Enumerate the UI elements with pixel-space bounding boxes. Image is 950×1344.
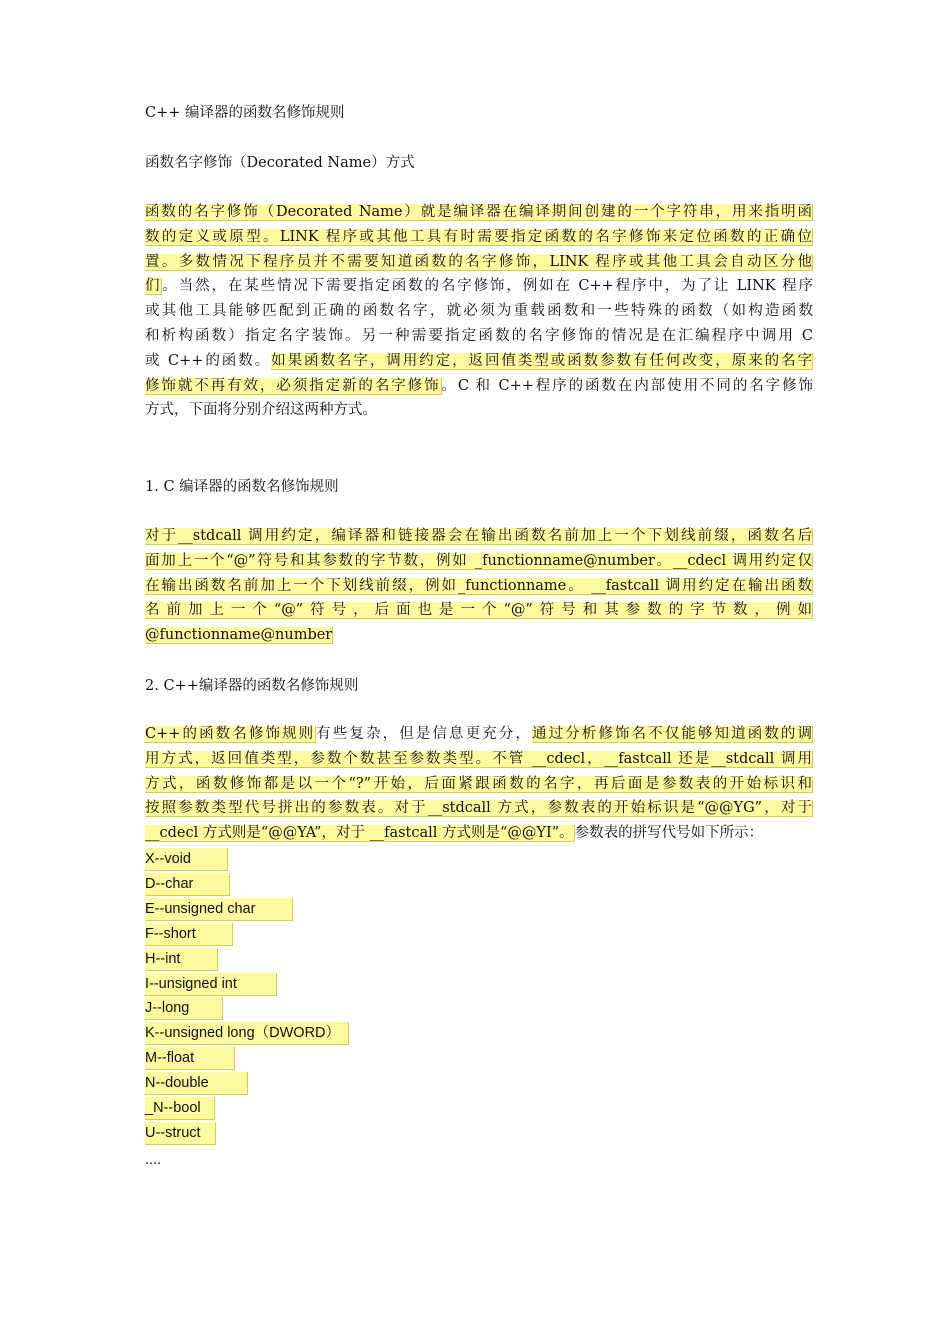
type-code-text: U--struct bbox=[145, 1122, 216, 1145]
paragraph-line bbox=[145, 300, 813, 322]
text-run: 和析构函数）指定名字装饰。另一种需要指定函数的名字修饰的情况是在汇编程序中调用 C bbox=[145, 328, 813, 344]
type-code-item bbox=[145, 948, 218, 970]
type-code-text: M--float bbox=[145, 1047, 235, 1070]
paragraph-line bbox=[145, 599, 813, 621]
type-code-text: _N--bool bbox=[145, 1097, 215, 1120]
highlighted-text: 按照参数类型代号拼出的参数表。对于__stdcall 方式，参数表的开始标识是“@@YG”，对于 bbox=[145, 800, 812, 817]
type-code-text: J--long bbox=[145, 997, 223, 1020]
type-code-item bbox=[145, 973, 277, 995]
type-code-text: K--unsigned long（DWORD） bbox=[145, 1022, 349, 1045]
highlighted-text: 通过分析修饰名不仅能够知道函数的调 bbox=[531, 726, 812, 742]
highlighted-text: 们 bbox=[145, 278, 162, 295]
paragraph-line bbox=[145, 748, 813, 770]
type-code-item bbox=[145, 1122, 216, 1144]
type-code-text: F--short bbox=[145, 923, 233, 946]
paragraph-line bbox=[145, 773, 813, 795]
text-run: 有些复杂，但是信息更充分， bbox=[316, 726, 532, 742]
type-code-text: N--double bbox=[145, 1072, 248, 1095]
type-code-item bbox=[145, 898, 293, 920]
highlighted-text: 函数的名字修饰（Decorated Name）就是编译器在编译期间创建的一个字符串，用来指明函 bbox=[145, 204, 812, 220]
highlighted-text: 名前加上一个“@”符号，后面也是一个“@”符号和其参数的字节数，例如 bbox=[145, 602, 812, 619]
paragraph-line bbox=[145, 797, 813, 819]
text-run: 参数表的拼写代号如下所示： bbox=[574, 825, 764, 842]
text-run: 。C 和 C++程序的函数在内部使用不同的名字修饰 bbox=[441, 377, 813, 394]
highlighted-text: 用方式，返回值类型，参数个数甚至参数类型。不管 __cdecl，__fastcall 还是__stdcall 调用 bbox=[145, 750, 812, 767]
section-heading-decorated-name: 函数名字修饰（Decorated Name）方式 bbox=[145, 155, 415, 171]
paragraph-line bbox=[145, 723, 813, 745]
highlighted-text: 数的定义或原型。LINK 程序或其他工具有时需要指定函数的名字修饰来定位函数的正确位 bbox=[145, 228, 812, 245]
highlighted-text: @functionname@number bbox=[145, 627, 333, 644]
type-code-text: X--void bbox=[145, 848, 228, 871]
paragraph-line bbox=[145, 822, 763, 844]
highlighted-text: 方式，函数修饰都是以一个“?”开始，后面紧跟函数的名字，再后面是参数表的开始标识和 bbox=[145, 775, 812, 792]
type-code-item bbox=[145, 848, 228, 870]
paragraph-line bbox=[145, 399, 377, 421]
paragraph-line bbox=[145, 624, 333, 646]
highlighted-text: 如果函数名字，调用约定，返回值类型或函数参数有任何改变，原来的名字 bbox=[271, 352, 812, 369]
highlighted-text: 在输出函数名前加上一个下划线前缀，例如_functionname。 __fastcall 调用约定在输出函数 bbox=[145, 577, 812, 594]
highlighted-text: 置。多数情况下程序员并不需要知道函数的名字修饰，LINK 程序或其他工具会自动区分他 bbox=[145, 253, 812, 270]
paragraph-line bbox=[145, 325, 813, 347]
type-code-item bbox=[145, 997, 223, 1019]
section-heading-c-compiler: 1. C 编译器的函数名修饰规则 bbox=[145, 479, 339, 495]
highlighted-text: 对于__stdcall 调用约定，编译器和链接器会在输出函数名前加上一个下划线前缀，函数名后 bbox=[145, 528, 812, 544]
type-code-text: I--unsigned int bbox=[145, 973, 277, 996]
paragraph-line bbox=[145, 275, 813, 297]
highlighted-text: C++的函数名修饰规则 bbox=[145, 726, 316, 742]
paragraph-line bbox=[145, 375, 813, 397]
type-code-item bbox=[145, 873, 230, 895]
type-code-item bbox=[145, 923, 233, 945]
type-code-item bbox=[145, 1072, 248, 1094]
type-code-text: H--int bbox=[145, 948, 218, 971]
highlighted-text: 面加上一个“@”符号和其参数的字节数，例如 _functionname@number。__cdecl 调用约定仅 bbox=[145, 552, 812, 569]
type-code-item bbox=[145, 1047, 235, 1069]
ellipsis: .... bbox=[145, 1152, 162, 1168]
highlighted-text: 修饰就不再有效，必须指定新的名字修饰 bbox=[145, 377, 441, 394]
text-run: 。当然，在某些情况下需要指定函数的名字修饰，例如在 C++程序中，为了让 LINK 程序 bbox=[162, 278, 813, 295]
paragraph-line bbox=[145, 550, 813, 572]
type-code-text: E--unsigned char bbox=[145, 898, 293, 921]
paragraph-line bbox=[145, 226, 813, 248]
paragraph-line bbox=[145, 525, 813, 547]
text-run: 或其他工具能够匹配到正确的函数名字，就必须为重载函数和一些特殊的函数（如构造函数 bbox=[145, 303, 813, 320]
document-title: C++ 编译器的函数名修饰规则 bbox=[145, 105, 345, 121]
type-code-text: D--char bbox=[145, 873, 230, 896]
text-run: 或 C++的函数。 bbox=[145, 352, 272, 369]
section-heading-cpp-compiler: 2. C++编译器的函数名修饰规则 bbox=[145, 678, 359, 694]
paragraph-line bbox=[145, 575, 813, 597]
text-run: 方式，下面将分别介绍这两种方式。 bbox=[145, 402, 377, 419]
type-code-item bbox=[145, 1022, 349, 1044]
highlighted-text: __cdecl 方式则是“@@YA”，对于 __fastcall 方式则是“@@YI”。 bbox=[145, 825, 574, 842]
paragraph-line bbox=[145, 251, 813, 273]
paragraph-line bbox=[145, 201, 813, 223]
type-code-item bbox=[145, 1097, 215, 1119]
paragraph-line bbox=[145, 350, 813, 372]
